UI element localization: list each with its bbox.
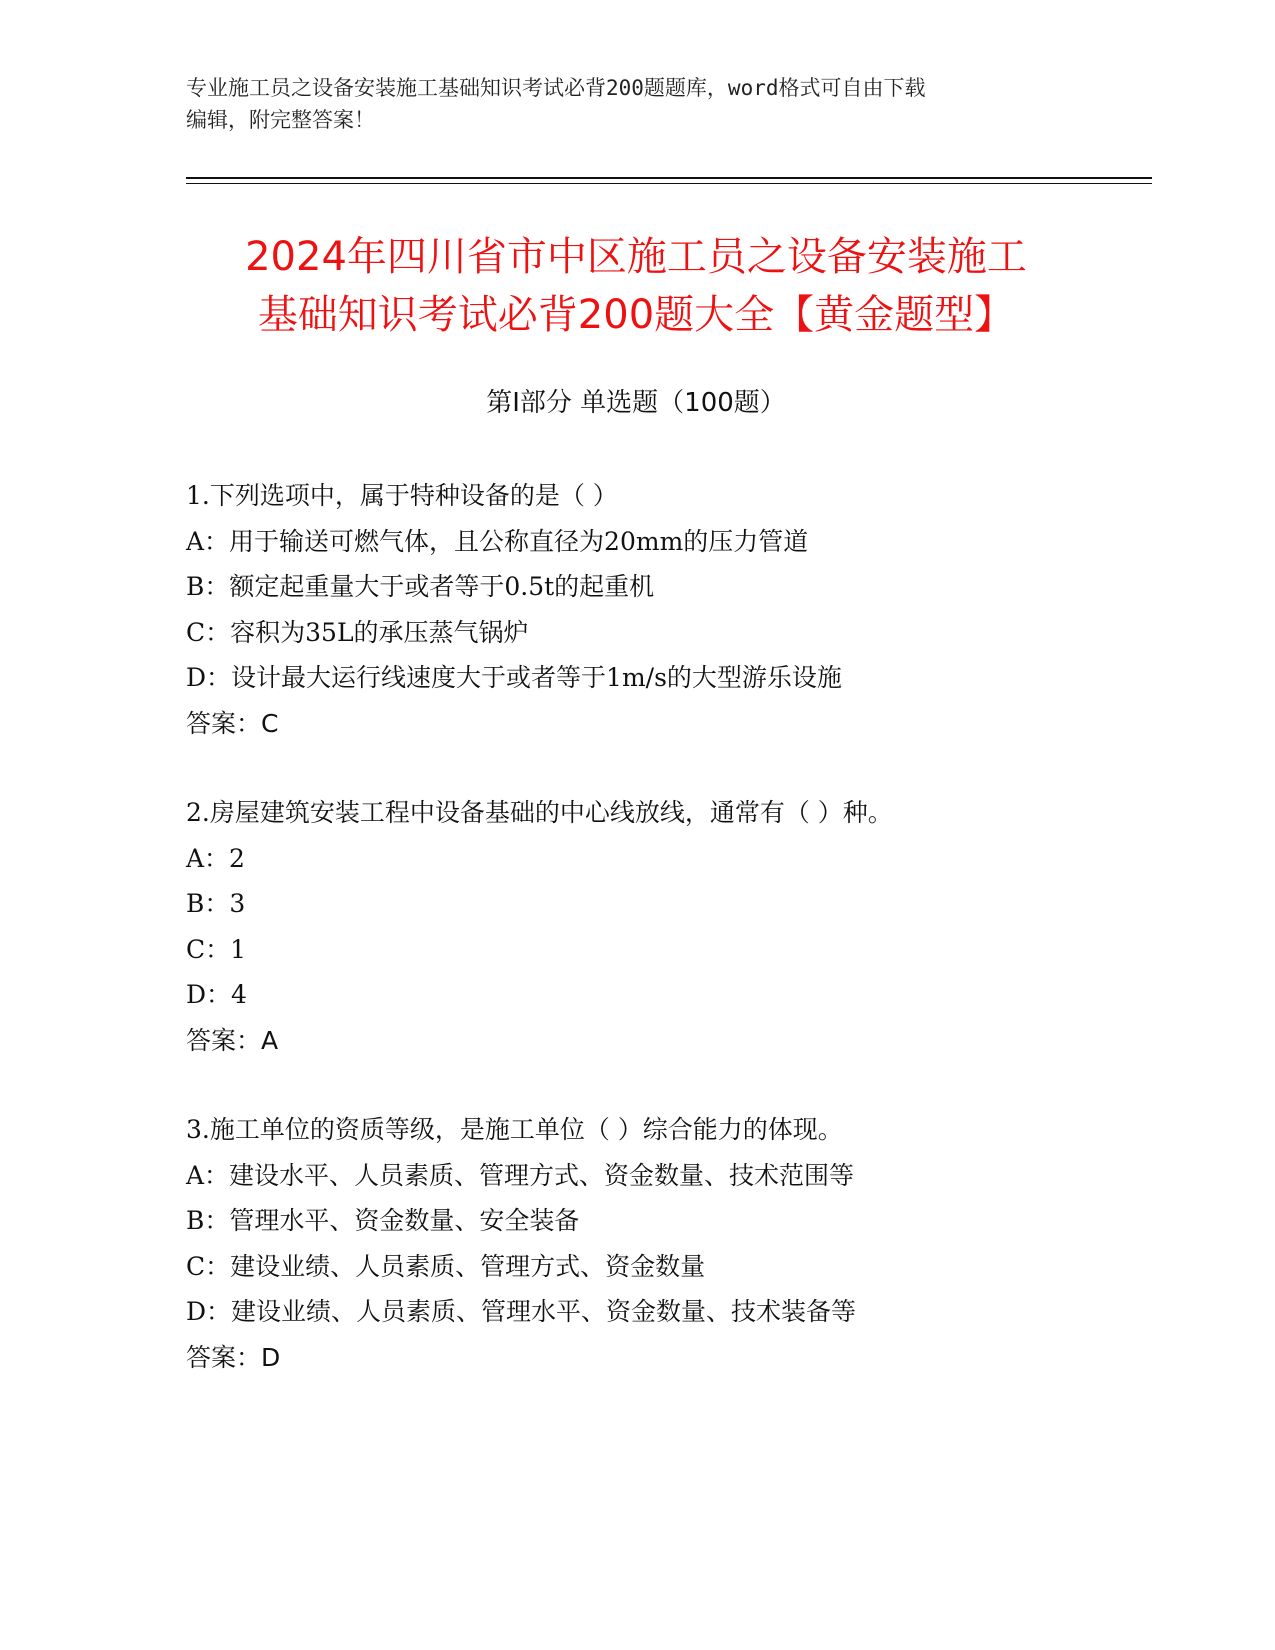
header-note-line-1: 专业施工员之设备安装施工基础知识考试必背200题题库，word格式可自由下载	[186, 76, 926, 100]
header-divider-thick	[186, 177, 1152, 179]
answer-line: 答案：C	[186, 708, 279, 738]
option-b: B：3	[186, 889, 246, 918]
document-title-line-2: 基础知识考试必背200题大全【黄金题型】	[257, 292, 1015, 338]
question-block	[186, 790, 1146, 1063]
header-note-line-2: 编辑，附完整答案！	[186, 108, 375, 132]
document-title	[186, 228, 1086, 344]
header-note	[186, 72, 1066, 136]
option-a: A：建设水平、人员素质、管理方式、资金数量、技术范围等	[186, 1160, 855, 1190]
option-d: D：建设业绩、人员素质、管理水平、资金数量、技术装备等	[186, 1297, 857, 1326]
option-b: B：管理水平、资金数量、安全装备	[186, 1206, 580, 1235]
question-stem: 3.施工单位的资质等级，是施工单位（ ）综合能力的体现。	[186, 1115, 843, 1144]
question-block	[186, 1107, 1146, 1380]
question-stem: 1.下列选项中，属于特种设备的是（ ）	[186, 481, 618, 510]
option-c: C：建设业绩、人员素质、管理方式、资金数量	[186, 1251, 706, 1281]
option-d: D：4	[186, 980, 247, 1009]
question-block	[186, 473, 1146, 746]
option-b: B：额定起重量大于或者等于0.5t的起重机	[186, 572, 655, 601]
section-title: 第Ⅰ部分 单选题（100题）	[486, 388, 786, 418]
option-a: A：2	[186, 843, 245, 873]
answer-line: 答案：D	[186, 1342, 281, 1372]
option-c: C：容积为35L的承压蒸气锅炉	[186, 617, 529, 647]
document-title-line-1: 2024年四川省市中区施工员之设备安装施工	[245, 234, 1027, 280]
option-c: C：1	[186, 934, 247, 964]
header-divider-thin	[186, 183, 1152, 184]
option-a: A：用于输送可燃气体，且公称直径为20mm的压力管道	[186, 526, 809, 556]
question-stem: 2.房屋建筑安装工程中设备基础的中心线放线，通常有（ ）种。	[186, 798, 893, 827]
option-d: D：设计最大运行线速度大于或者等于1m/s的大型游乐设施	[186, 663, 842, 692]
answer-line: 答案：A	[186, 1025, 279, 1055]
